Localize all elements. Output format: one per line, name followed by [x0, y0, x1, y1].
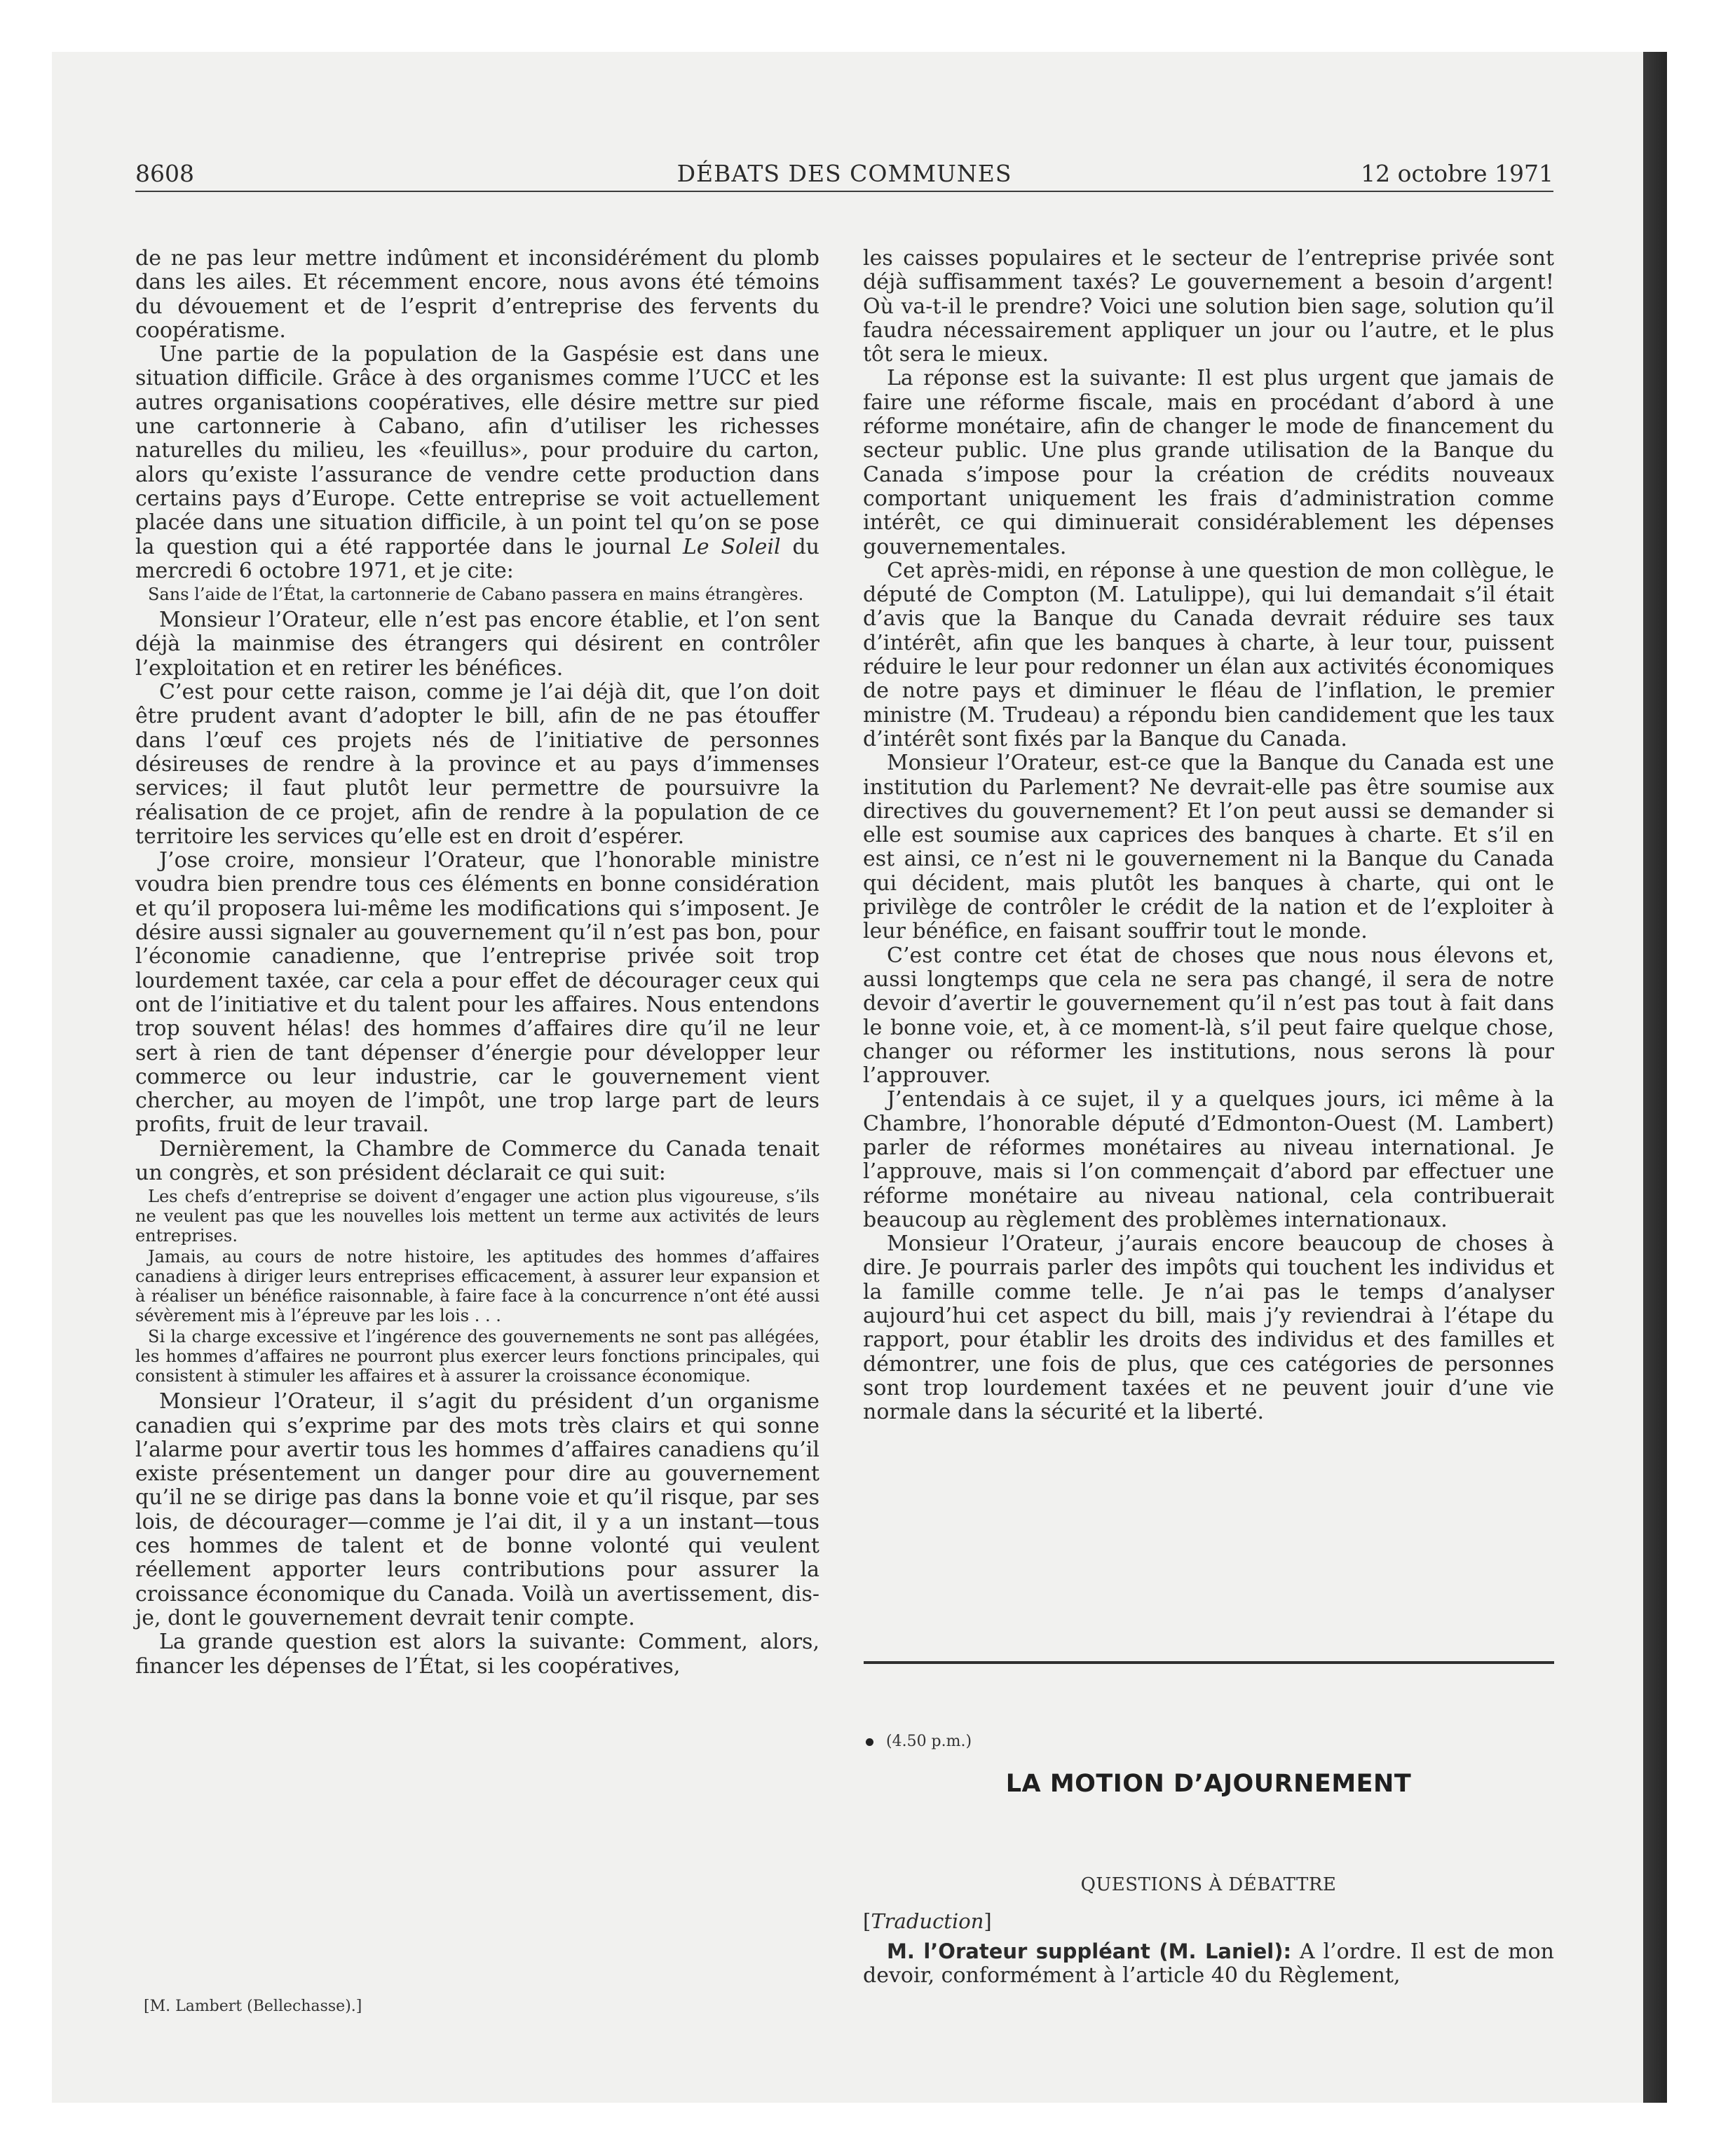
paragraph: Monsieur l’Orateur, est-ce que la Banque du Canada est une institution du Parlement? Ne devrait-elle pas être soumise aux directives du gouvernement? Et l’on peut aussi se demander si elle est soumise aux caprices des banques à charte. Et s’il en est ainsi, ce n’est ni le gouvernement ni la Banque du Canada qui décident, mais plutôt les banques à charte, qui ont le privilège de contrôler le crédit de la nation et de l’exploiter à leur bénéfice, en faisant souffrir tout le monde. [863, 751, 1554, 944]
block-quote: Jamais, au cours de notre histoire, les aptitudes des hommes d’affaires canadiens à diriger leurs entreprises efficacement, à assurer leur expansion et à réaliser un bénéfice raisonnable, à faire face à la concurrence n’ont été aussi sévèrement mis à l’épreuve par les lois . . . [135, 1247, 819, 1326]
paragraph: C’est pour cette raison, comme je l’ai déjà dit, que l’on doit être prudent avant d’adopter le bill, afin de ne pas étouffer dans l’œuf ces projets nés de l’initiative de personnes désireuses de rendre à la province et au pays d’immenses services; il faut plutôt leur permettre de poursuivre la réalisation de ce projet, afin de rendre à la population de ce territoire les services qu’elle est en droit d’espérer. [135, 680, 819, 849]
time-text: (4.50 p.m.) [886, 1733, 972, 1750]
paragraph: Monsieur l’Orateur, il s’agit du président d’un organisme canadien qui s’exprime par des mots très clairs et qui sonne l’alarme pour avertir tous les hommes d’affaires canadiens qu’il existe présentement un danger pour dire au gouvernement qu’il ne se dirige pas dans la bonne voie et qu’il risque, par ses lois, de décourager—comme je l’ai dit, il y a un instant—tous ces hommes de talent et de bonne volonté qui veulent réellement apporter leurs contributions pour assurer la croissance économique du Canada. Voilà un avertissement, dis-je, dont le gouvernement devrait tenir compte. [135, 1389, 819, 1630]
paragraph: C’est contre cet état de choses que nous nous élevons et, aussi longtemps que cela ne sera pas changé, il sera de notre devoir d’avertir le gouvernement qu’il n’est pas tout à fait dans le bonne voie, et, à ce moment-là, s’il peut faire quelque chose, changer ou réformer les institutions, nous serons là pour l’approuver. [863, 943, 1554, 1089]
paragraph-text: du mercredi 6 octobre 1971, et je cite: [135, 534, 819, 583]
paragraph-text: Une partie de la population de la Gaspésie est dans une situation difficile. Grâce à des organismes comme l’UCC et les autres organisations coopératives, elle désire mettre sur pied une cartonnerie à Cabano, afin d’utiliser les richesses naturelles du milieu, les «feuillus», pour produire du carton, alors qu’existe l’assurance de vendre cette production dans certains pays d’Europe. Cette entreprise se voit actuellement placée dans une situation difficile, à un point tel qu’on se pose la question qui a été rapportée dans le journal [135, 342, 819, 559]
speaker-name: M. l’Orateur suppléant (M. Laniel): [887, 1939, 1292, 1963]
speaker-paragraph [863, 1939, 1554, 1988]
issue-date: 12 octobre 1971 [1361, 160, 1553, 187]
block-quote: Sans l’aide de l’État, la cartonnerie de Cabano passera en mains étrangères. [148, 585, 804, 605]
paragraph: Cet après-midi, en réponse à une question de mon collègue, le député de Compton (M. Latulippe), qui lui demandait s’il était d’avis que la Banque du Canada devrait réduire ses taux d’intérêt, afin que les banques à charte, à leur tour, puissent réduire le leur pour redonner un élan aux activités économiques de notre pays et diminuer le fléau de l’inflation, le premier ministre (M. Trudeau) a répondu bien candidement que les taux d’intérêt sont fixés par la Banque du Canada. [863, 558, 1554, 751]
time-marker [866, 1733, 972, 1750]
paragraph: La grande question est alors la suivante: Comment, alors, financer les dépenses de l’État, si les coopératives, [135, 1630, 819, 1679]
right-column [863, 247, 1554, 1425]
publication-title: DÉBATS DES COMMUNES [676, 160, 1012, 187]
paragraph: Monsieur l’Orateur, elle n’est pas encore établie, et l’on sent déjà la mainmise des étrangers qui désirent en contrôler l’exploitation et en retirer les bénéfices. [135, 608, 819, 681]
translation-label: Traduction [871, 1909, 984, 1933]
block-quote: Les chefs d’entreprise se doivent d’engager une action plus vigoureuse, s’ils ne veulent pas que les nouvelles lois mettent un terme aux activités de leurs entreprises. [135, 1187, 819, 1246]
page-header [135, 160, 1553, 191]
header-rule [135, 191, 1553, 192]
paragraph: les caisses populaires et le secteur de l’entreprise privée sont déjà suffisamment taxés? Le gouvernement a besoin d’argent! Où va-t-il le prendre? Voici une solution bien sage, solution qu’il faudra nécessairement appliquer un jour ou l’autre, et le plus tôt sera le mieux. [863, 246, 1554, 367]
paragraph: J’ose croire, monsieur l’Orateur, que l’honorable ministre voudra bien prendre tous ces éléments en bonne considération et qu’il proposera lui-même les modifications qui s’imposent. Je désire aussi signaler au gouvernement qu’il n’est pas bon, pour l’économie canadienne, que l’entreprise privée soit trop lourdement taxée, car cela a pour effet de décourager ceux qui ont de l’initiative et du talent pour les affaires. Nous entendons trop souvent hélas! des hommes d’affaires dire qu’il ne leur sert à rien de tant dépenser d’énergie pour développer leur commerce ou leur industrie, car le gouvernement vient chercher, au moyen de l’impôt, une trop large part de leurs profits, fruit de leur travail. [135, 848, 819, 1138]
section-heading: LA MOTION D’AJOURNEMENT [1005, 1770, 1412, 1798]
paragraph: de ne pas leur mettre indûment et inconsidérément du plomb dans les ailes. Et récemment encore, nous avons été témoins du dévouement et de l’esprit d’entreprise des fervents du coopératisme. [135, 246, 819, 343]
subheading: QUESTIONS À DÉBATTRE [1080, 1874, 1337, 1895]
bullet-icon [866, 1738, 873, 1746]
paragraph: Monsieur l’Orateur, j’aurais encore beaucoup de choses à dire. Je pourrais parler des impôts qui touchent les individus et la famille comme telle. Je n’ai pas le temps d’analyser aujourd’hui cet aspect du bill, mais j’y reviendrai à l’étape du rapport, pour établir les droits des individus et des familles et démontrer, une fois de plus, que ces catégories de personnes sont trop lourdement taxées et ne peuvent jouir d’une vie normale dans la sécurité et la liberté. [863, 1231, 1554, 1425]
speaker-attribution: [M. Lambert (Bellechasse).] [144, 1998, 362, 2015]
scan-edge-shadow [1643, 52, 1667, 2103]
page-number: 8608 [135, 160, 194, 187]
translation-note: [Traduction] [863, 1909, 992, 1933]
paragraph: Dernièrement, la Chambre de Commerce du Canada tenait un congrès, et son président déclarait ce qui suit: [135, 1136, 819, 1185]
block-quote: Si la charge excessive et l’ingérence des gouvernements ne sont pas allégées, les hommes d’affaires ne pourront plus exercer leurs fonctions principales, qui consistent à stimuler les affaires et à assurer la croissance économique. [135, 1327, 819, 1386]
left-column [135, 247, 819, 1679]
section-separator [864, 1661, 1554, 1664]
paragraph-text: A l’ordre. Il est de mon devoir, conformément à l’article 40 du Règlement, [863, 1939, 1554, 1988]
newspaper-name: Le Soleil [682, 534, 781, 559]
paragraph [135, 343, 819, 583]
paragraph: J’entendais à ce sujet, il y a quelques jours, ici même à la Chambre, l’honorable député d’Edmonton-Ouest (M. Lambert) parler de réformes monétaires au niveau international. Je l’approuve, mais si l’on commençait d’abord par effectuer une réforme monétaire au niveau national, cela contribuerait beaucoup au règlement des problèmes internationaux. [863, 1087, 1554, 1232]
paragraph: La réponse est la suivante: Il est plus urgent que jamais de faire une réforme fiscale, mais en procédant d’abord à une réforme monétaire, afin de changer le mode de financement du secteur public. Une plus grande utilisation de la Banque du Canada s’impose pour la création de crédits nouveaux comportant uniquement les frais d’administration comme intérêt, ce qui diminuerait considérablement les dépenses gouvernementales. [863, 366, 1554, 559]
